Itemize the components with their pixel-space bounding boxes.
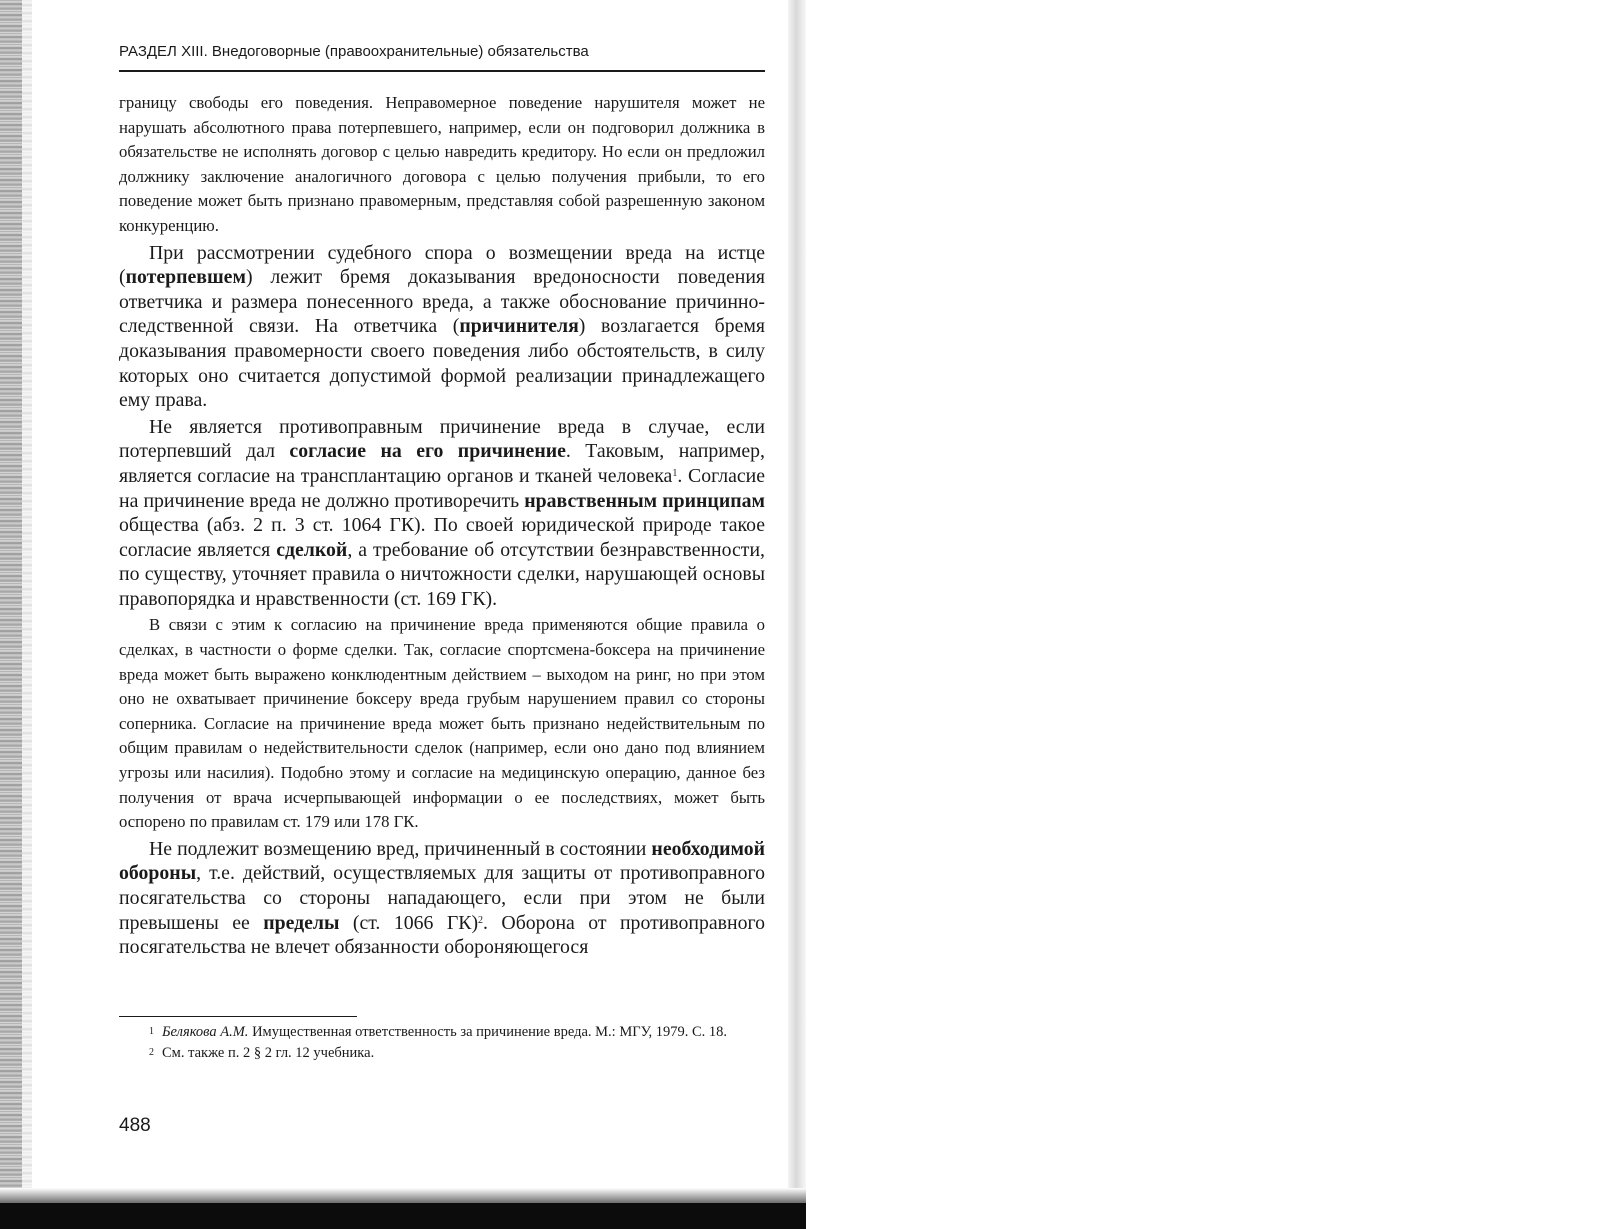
scan-bottom-edge [0,1203,806,1229]
term-consent: согласие на его причинение [289,440,566,463]
paragraph-5: Не подлежит возмещению вред, причиненный в состоянии необходимой обороны, т.е. действий, осуществляемых для защиты от противоправного посягательства со стороны нападающего, если при этом не были превышены ее пределы (ст. 1066 ГК)$^2$. Оборона от противоправного посягательства не влечет обязанности обороняющегося [119,837,765,959]
footnote-author: Белякова А.М. [162,1024,249,1040]
footnote-1: $^1$ Белякова А.М. Имущественная ответственность за причинение вреда. М.: МГУ, 1979. С. 18. [149,1024,728,1040]
footnote-ref-2[interactable]: 2 [478,914,484,926]
paragraph-2: При рассмотрении судебного спора о возмещении вреда на истце (потерпевшем) лежит бремя доказывания вредоносности поведения ответчика и размера понесенного вреда, а также обоснование причинно-следственной связи. На ответчика (причинителя) возлагается бремя доказывания правомерности своего поведения либо обстоятельств, в силу которых оно считается допустимой формой реализации принадлежащего ему права. [119,241,765,412]
page-fold [788,0,806,1229]
term-transaction: сделкой [276,538,348,561]
blank-facing-page [806,0,1600,1229]
scan-left-edge [0,0,22,1229]
running-head: РАЗДЕЛ XIII. Внедоговорные (правоохранительные) обязательства [119,43,589,60]
paragraph-4: В связи с этим к согласию на причинение вреда применяются общие правила о сделках, в частности о форме сделки. Так, согласие спортсмена-боксера на причинение вреда может быть выражено конклюдентным действием – выходом на ринг, но при этом оно не охватывает причинение боксеру вреда грубым нарушением правил со стороны соперника. Согласие на причинение вреда может быть признано недействительным по общим правилам о недействительности сделок (например, если оно дано под влиянием угрозы или насилия). Подобно этому и согласие на медицинскую операцию, данное без получения от врача исчерпывающей информации о ее последствиях, может быть оспорено по правилам ст. 179 или 178 ГК. [119,615,765,832]
term-moral-principles: нравственным принципам [524,489,765,512]
footnote-2: $^2$ См. также п. 2 § 2 гл. 12 учебника. [149,1045,375,1061]
term-limits: пределы [263,911,340,934]
scan-bottom-shade [0,1188,806,1203]
page-number: 488 [119,1115,151,1136]
scan-left-edge-inner [22,0,32,1229]
footnote-rule [119,1016,357,1017]
header-rule [119,70,765,72]
footnotes [119,1022,765,1064]
body-text [119,91,765,960]
term-necessary-defense: необходимой обороны [119,837,765,885]
term-tortfeasor: причинителя [459,315,579,338]
footnote-ref-1[interactable]: 1 [672,467,678,479]
paragraph-1: границу свободы его поведения. Неправомерное поведение нарушителя может не нарушать абсолютного права потерпевшего, например, если он подговорил должника в обязательстве не исполнять договор с целью навредить кредитору. Но если он предложил должнику заключение аналогичного договора с целью получения прибыли, то его поведение может быть признано правомерным, представляя собой разрешенную законом конкуренцию. [119,93,765,235]
term-victim: потерпевшем [125,266,246,289]
paragraph-3: Не является противоправным причинение вреда в случае, если потерпевший дал согласие на его причинение. Таковым, например, является согласие на трансплантацию органов и тканей человека$^1$. Согласие на причинение вреда не должно противоречить нравственным принципам общества (абз. 2 п. 3 ст. 1064 ГК). По своей юридической природе такое согласие является сделкой, а требование об отсутствии безнравственности, по существу, уточняет правила о ничтожности сделки, нарушающей основы правопорядка и нравственности (ст. 169 ГК). [119,415,765,610]
